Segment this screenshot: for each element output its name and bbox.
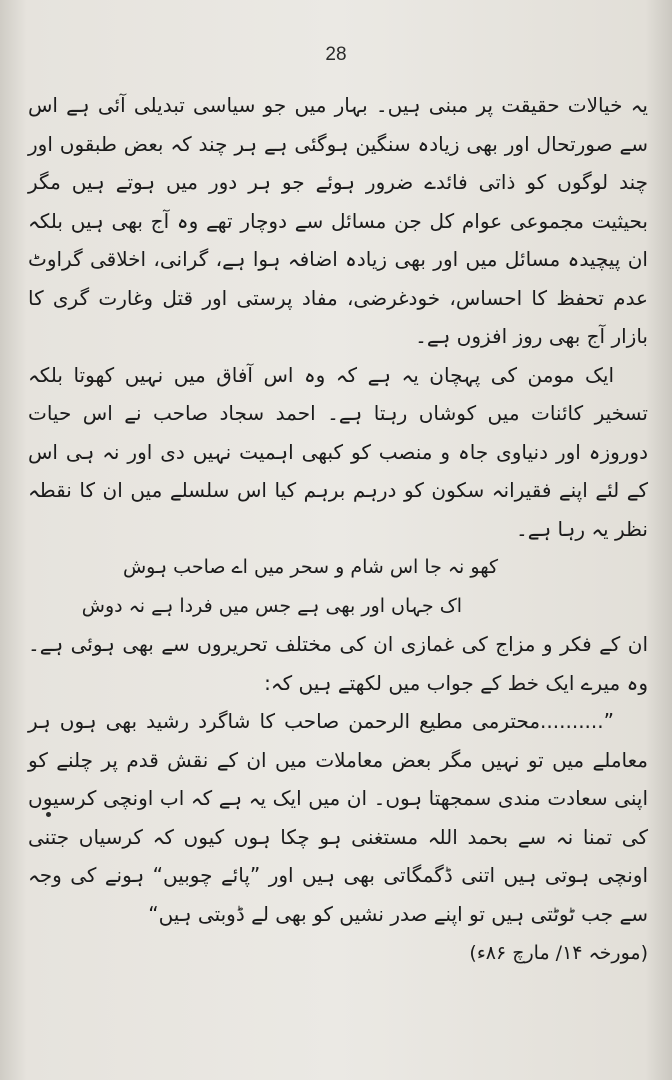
paragraph-momin: ایک مومن کی پہچان یہ ہے کہ وہ اس آفاق میں نہیں کھوتا بلکہ تسخیر کائنات میں کوشاں رہتا ہے۔ احمد سجاد صاحب نے اس حیات دوروزہ اور دنیاوی جاہ و منصب کو کبھی اہمیت نہیں دی اور نہ ہی اس کے لئے اپنے فقیرانہ سکون کو درہم برہم کیا اس سلسلے میں ان کا نقطہ نظر یہ رہا ہے۔ <box>28 362 648 541</box>
letter-date: (مورخہ ۱۴/ مارچ ۸۶ء) <box>469 942 648 964</box>
verse-line-2: اک جہاں اور بھی ہے جس میں فردا ہے نہ دوش <box>81 594 462 617</box>
verse-line-1: کھو نہ جا اس شام و سحر میں اے صاحب ہوش <box>122 556 498 578</box>
letter-quote: ”..........محترمی مطیع الرحمن صاحب کا شاگرد رشید بھی ہوں ہر معاملے میں تو نہیں مگر بعض معاملات میں ان کے نقش قدم پر چلنے کو اپنی سعادت مندی سمجھتا ہوں۔ ان میں ایک یہ ہے کہ اب اونچی کرسیوں کی تمنا نہ سے بحمد اللہ مستغنی ہو چکا ہوں کیوں کہ کرسیاں جتنی اونچی ہوتی ہیں اتنی ڈگمگاتی بھی ہیں اور ”پائے چوبیں“ ہونے کی وجہ سے جب ٹوٹتی ہیں تو اپنے صدر نشیں کو بھی لے ڈوبتی ہیں“ <box>28 709 648 926</box>
paragraph-letter-intro: ان کے فکر و مزاج کی غمازی ان کی مختلف تحریروں سے بھی ہوئی ہے۔ وہ میرے ایک خط کے جواب میں لکھتے ہیں کہ: <box>28 632 648 695</box>
paragraph-bihar-politics: یہ خیالات حقیقت پر مبنی ہیں۔ بہار میں جو سیاسی تبدیلی آئی ہے اس سے صورتحال اور بھی زیادہ سنگین ہوگئی ہے ہر چند کہ بعض طبقوں اور چند لوگوں کو ذاتی فائدے ضرور ہوئے جو ہر دور میں ہوتے ہیں مگر بحیثیت مجموعی عوام کل جن مسائل سے دوچار تھے وہ آج بھی ہیں بلکہ ان پیچیدہ مسائل میں اور بھی زیادہ اضافہ ہوا ہے، گرانی، اخلاقی گراوٹ عدم تحفظ کا احساس، خودغرضی، مفاد پرستی اور قتل وغارت گری کا بازار آج بھی روز افزوں ہے۔ <box>28 93 648 348</box>
margin-dot <box>46 812 51 817</box>
page-body <box>28 86 648 973</box>
page-number: 28 <box>325 44 347 65</box>
